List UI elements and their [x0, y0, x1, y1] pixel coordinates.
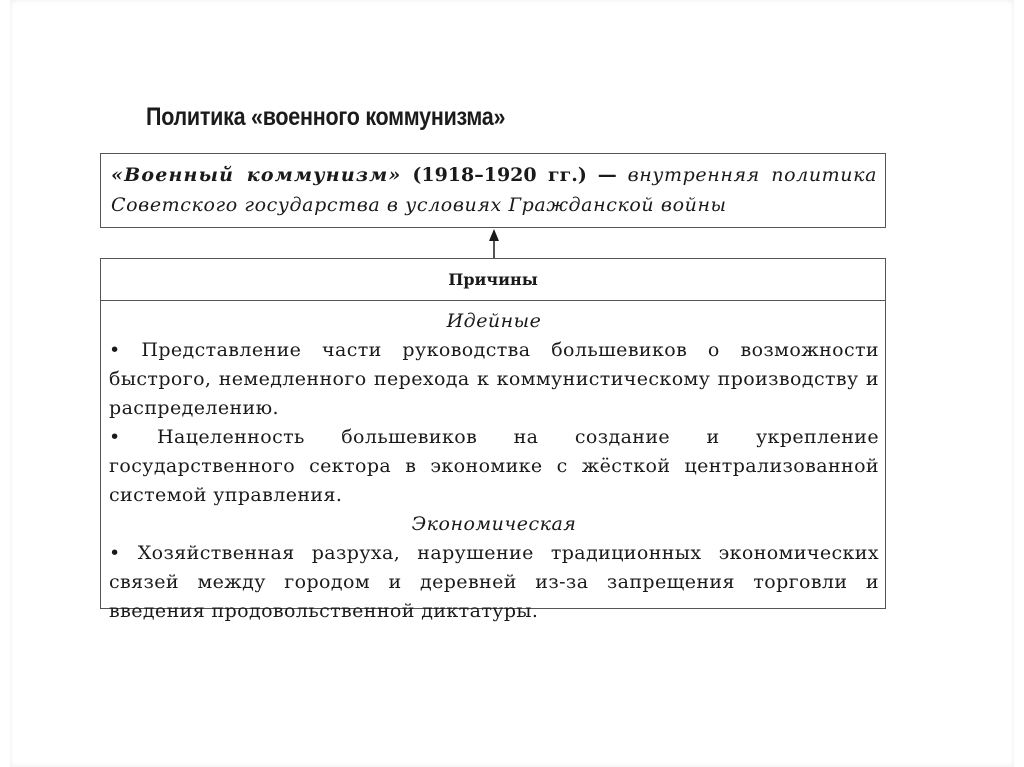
bullet-icon: •: [109, 426, 121, 448]
cause-text: Нацеленность большевиков на создание и укрепление государственного сектора в экономике с жёсткой централизованной системой управления.: [109, 426, 879, 506]
list-item: [109, 423, 879, 510]
definition-dates: (1918–1920 гг.): [412, 164, 587, 186]
definition-description: внутренняя политика Советского государства в условиях Гражданской войны: [111, 164, 877, 216]
list-item: [109, 539, 879, 626]
cause-text: Хозяйственная разруха, нарушение традиционных экономических связей между городом и деревней из-за запрещения торговли и введения продовольственной диктатуры.: [109, 542, 879, 622]
category-ideological: Идейные: [446, 310, 542, 332]
category-economic: Экономическая: [411, 513, 577, 535]
bullet-icon: •: [109, 542, 121, 564]
definition-term: «Военный коммунизм»: [111, 164, 402, 186]
page-title: Политика «военного коммунизма»: [146, 103, 506, 131]
causes-body: [101, 301, 885, 626]
causes-header: Причины: [101, 259, 885, 301]
causes-box: [100, 258, 886, 622]
bullet-icon: •: [109, 339, 121, 361]
definition-box: [100, 153, 886, 228]
list-item: [109, 336, 879, 423]
cause-text: Представление части руководства большевиков о возможности быстрого, немедленного перехода к коммунистическому производству и распределению.: [109, 339, 879, 419]
definition-dash: —: [597, 164, 617, 186]
arrow-up-icon: [484, 228, 504, 258]
